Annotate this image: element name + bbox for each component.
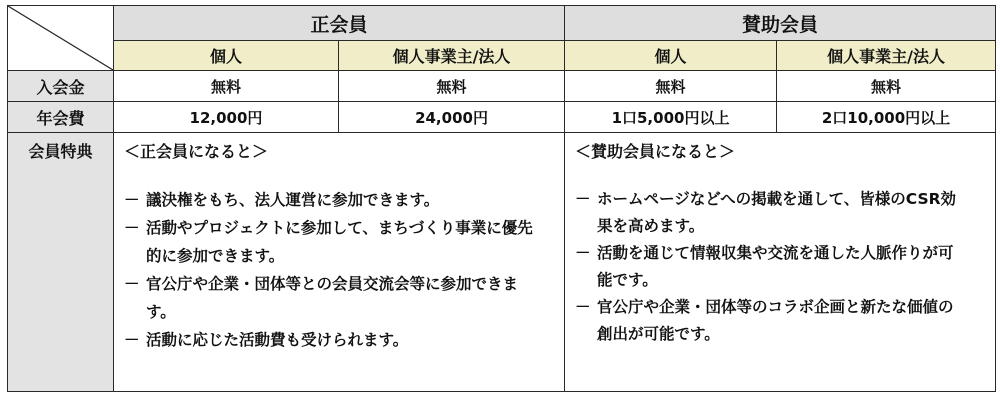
annual-fee-supporting-individual: 1口5,000円以上 [565,102,777,133]
list-item: － 議決権をもち、法人運営に参加できます。 [124,186,564,214]
annual-fee-regular-business: 24,000円 [339,102,565,133]
dash-bullet: － [124,191,140,209]
benefits-regular-list [124,186,564,354]
table-corner-cell [8,6,114,71]
list-item: － ホームページなどへの掲載を通して、皆様のCSR効果を高めます。 [575,186,967,240]
dash-bullet: － [575,298,591,316]
benefits-regular [114,133,565,392]
benefits-regular-title: ＜正会員になると＞ [124,142,269,161]
subheader-supporting-individual: 個人 [565,41,777,71]
benefits-supporting [565,133,996,392]
subheader-supporting-business: 個人事業主/法人 [777,41,996,71]
dash-bullet: － [575,190,591,208]
diagonal-line [8,6,113,70]
dash-bullet: － [124,219,140,237]
admission-supporting-individual: 無料 [565,71,777,102]
dash-bullet: － [124,331,140,349]
table-row [8,133,996,392]
list-item: － 官公庁や企業・団体等との会員交流会等に参加できます。 [124,270,536,326]
benefits-supporting-title: ＜賛助会員になると＞ [575,142,736,161]
annual-fee-supporting-business: 2口10,000円以上 [777,102,996,133]
header-supporting-member: 賛助会員 [565,6,996,41]
admission-regular-business: 無料 [339,71,565,102]
subheader-regular-individual: 個人 [114,41,339,71]
row-label-admission: 入会金 [8,71,114,102]
list-item: － 活動に応じた活動費も受けられます。 [124,326,564,354]
benefits-supporting-list [575,186,995,348]
list-item: － 官公庁や企業・団体等のコラボ企画と新たな価値の創出が可能です。 [575,294,967,348]
list-item: － 活動を通じて情報収集や交流を通した人脈作りが可能です。 [575,240,967,294]
row-label-annual-fee: 年会費 [8,102,114,133]
dash-bullet: － [575,244,591,262]
admission-supporting-business: 無料 [777,71,996,102]
table-row [8,71,996,102]
membership-table [7,5,996,392]
annual-fee-regular-individual: 12,000円 [114,102,339,133]
list-item: － 活動やプロジェクトに参加して、まちづくり事業に優先的に参加できます。 [124,214,536,270]
membership-table-wrapper [7,5,996,392]
row-label-benefits: 会員特典 [8,133,114,392]
header-regular-member: 正会員 [114,6,565,41]
table-row [8,102,996,133]
dash-bullet: － [124,275,140,293]
admission-regular-individual: 無料 [114,71,339,102]
subheader-regular-business: 個人事業主/法人 [339,41,565,71]
